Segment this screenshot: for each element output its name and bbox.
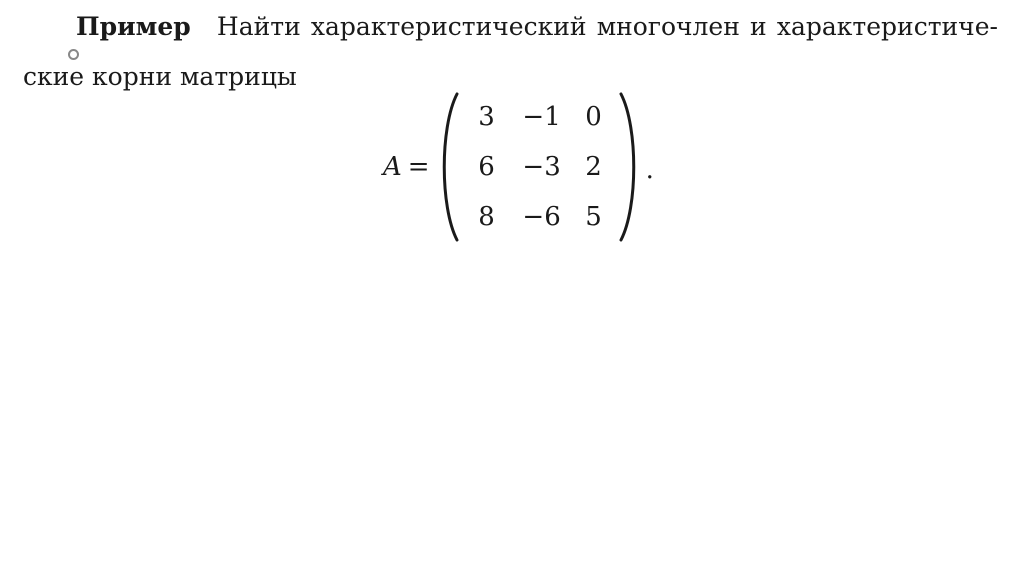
problem-statement-line-1	[76, 12, 998, 42]
matrix-cell: −6	[522, 202, 561, 232]
matrix-grid	[462, 92, 616, 242]
problem-statement-line-2: ские корни матрицы	[23, 62, 297, 91]
statement-word: характеристиче-	[776, 12, 998, 41]
statement-word: Найти	[216, 12, 301, 41]
matrix-cell: 5	[585, 202, 602, 232]
statement-word: многочлен	[596, 12, 740, 41]
matrix-cell: 2	[585, 152, 602, 182]
statement-word: и	[750, 12, 767, 41]
trailing-period: .	[645, 155, 654, 185]
rotate-handle-icon[interactable]	[68, 49, 79, 60]
right-parenthesis-icon	[618, 92, 640, 242]
matrix-cell: −3	[522, 152, 561, 182]
matrix-cell: 0	[585, 102, 602, 132]
equals-sign: =	[407, 152, 430, 182]
matrix-equation	[383, 92, 654, 242]
matrix-cell: 3	[478, 102, 495, 132]
example-label: Пример	[76, 12, 191, 41]
matrix-name: A	[383, 152, 402, 182]
matrix-cell: 6	[478, 152, 495, 182]
matrix-cell: −1	[522, 102, 561, 132]
statement-word: характеристический	[310, 12, 587, 41]
matrix-cell: 8	[478, 202, 495, 232]
left-parenthesis-icon	[438, 92, 460, 242]
